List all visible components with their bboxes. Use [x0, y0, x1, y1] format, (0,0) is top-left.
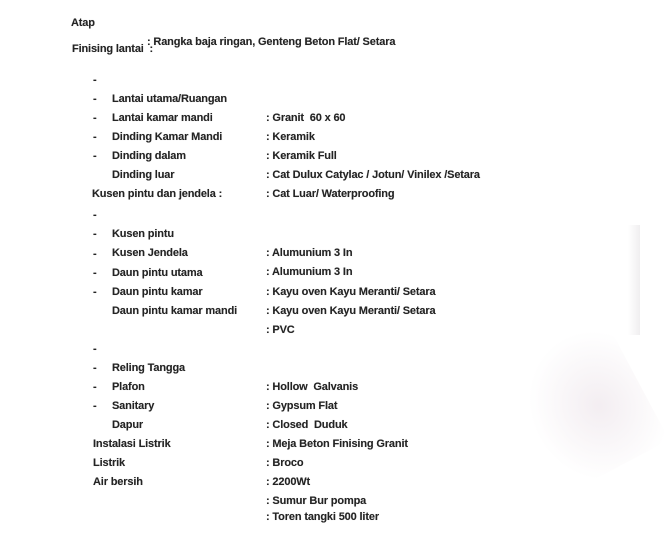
spec-value: : Alumunium 3 In	[266, 266, 353, 278]
spec-value: : Alumunium 3 In	[266, 247, 353, 259]
spec-value: : Toren tangki 500 liter	[266, 511, 379, 523]
bullet-dash: -	[93, 381, 97, 393]
spec-value: : Meja Beton Finising Granit	[266, 438, 408, 450]
spec-value: : Keramik	[266, 131, 315, 143]
spec-value: : Sumur Bur pompa	[266, 495, 367, 507]
spec-value: : Gypsum Flat	[266, 400, 338, 412]
bullet-dash: -	[93, 74, 97, 86]
bullet-dash: -	[93, 93, 97, 105]
spec-label: Kusen pintu	[112, 228, 174, 240]
spec-value: : Cat Dulux Catylac / Jotun/ Vinilex /Setara	[266, 169, 480, 181]
bullet-dash: -	[93, 343, 97, 355]
bullet-dash: -	[93, 131, 97, 143]
spec-label: Dinding luar	[112, 169, 175, 181]
spec-label: Instalasi Listrik	[93, 438, 171, 450]
spec-value: : Broco	[266, 457, 304, 469]
spec-label: Lantai utama/Ruangan	[112, 93, 227, 105]
spec-label: Dapur	[112, 419, 144, 431]
spec-label: Atap	[71, 17, 95, 29]
spec-label: Dinding Kamar Mandi	[112, 131, 223, 143]
spec-value: : Rangka baja ringan, Genteng Beton Flat/ Setara	[147, 36, 396, 48]
bullet-dash: -	[93, 248, 97, 260]
spec-row-atap	[0, 0, 640, 48]
bullet-dash: -	[93, 228, 97, 240]
spec-value: : Cat Luar/ Waterproofing	[266, 188, 395, 200]
spec-value: : Hollow Galvanis	[266, 381, 359, 393]
bullet-dash: -	[93, 286, 97, 298]
section-heading-text: Finising lantai :	[72, 43, 154, 55]
spec-value: : Keramik Full	[266, 150, 337, 162]
bullet-dash: -	[93, 362, 97, 374]
spec-label: Plafon	[112, 381, 145, 393]
spec-label: Lantai kamar mandi	[112, 112, 213, 124]
spec-label: Listrik	[93, 457, 125, 469]
spec-value: : Granit 60 x 60	[266, 112, 346, 124]
spec-label: Sanitary	[112, 400, 155, 412]
section-heading-text: Kusen pintu dan jendela :	[92, 188, 223, 200]
bullet-dash: -	[93, 209, 97, 221]
spec-label: Daun pintu kamar	[112, 286, 203, 298]
spec-label: Air bersih	[93, 476, 143, 488]
spec-label: Daun pintu kamar mandi	[112, 305, 238, 317]
spec-value: : Kayu oven Kayu Meranti/ Setara	[266, 305, 436, 317]
spec-value: : Closed Duduk	[266, 419, 348, 431]
bullet-dash: -	[93, 150, 97, 162]
spec-label: Daun pintu utama	[112, 267, 203, 279]
spec-label: Kusen Jendela	[112, 247, 188, 259]
bullet-dash: -	[93, 112, 97, 124]
spec-value: : Kayu oven Kayu Meranti/ Setara	[266, 286, 436, 298]
spec-label: Dinding dalam	[112, 150, 186, 162]
spec-value: : PVC	[266, 324, 295, 336]
bullet-dash: -	[93, 267, 97, 279]
spec-label: Reling Tangga	[112, 362, 186, 374]
bullet-dash: -	[93, 400, 97, 412]
spec-value: : 2200Wt	[266, 476, 311, 488]
